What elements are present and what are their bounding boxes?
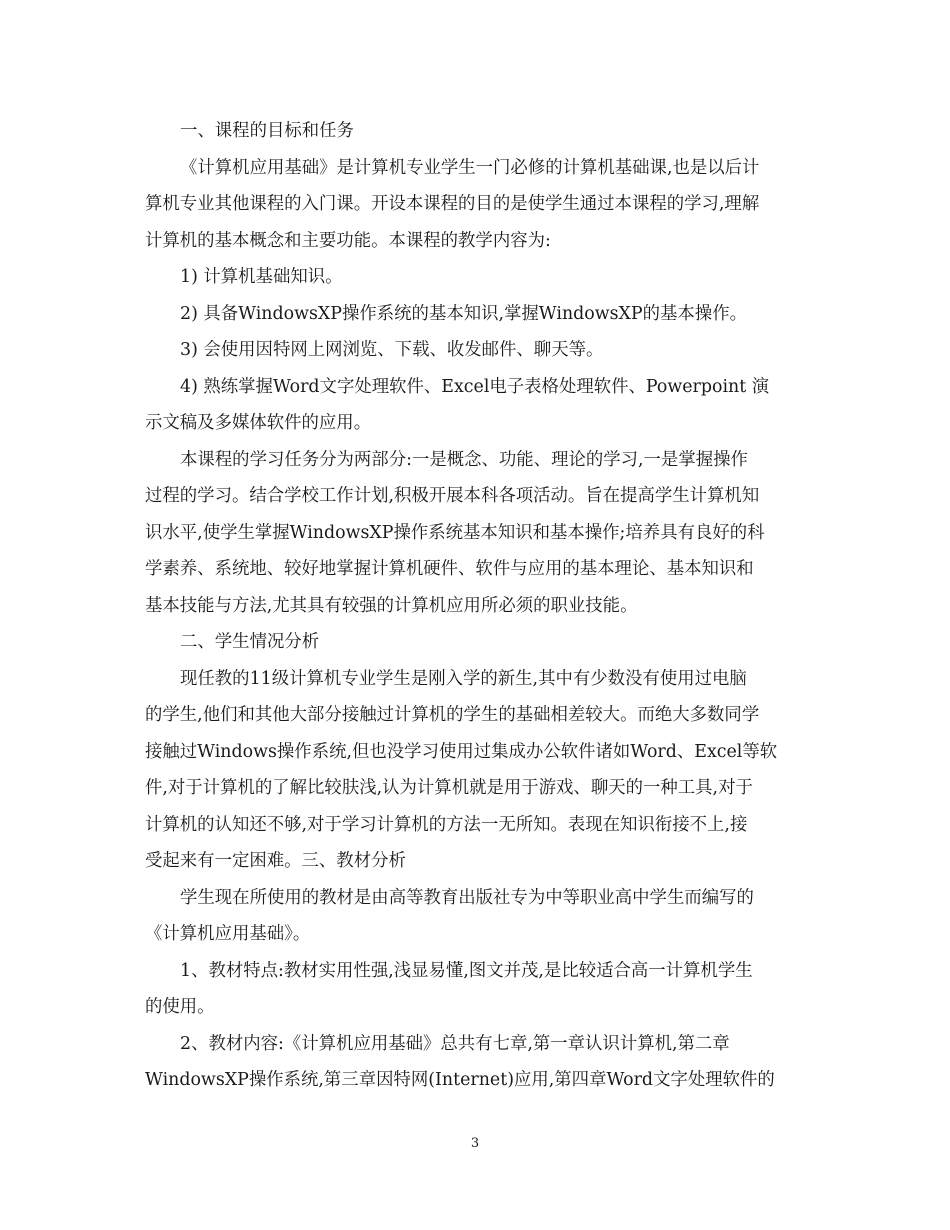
text-line: 受起来有一定困难。三、教材分析: [145, 851, 406, 871]
text-line: 学素养、系统地、较好地掌握计算机硬件、软件与应用的基本理论、基本知识和: [145, 559, 754, 579]
text-line: 《计算机应用基础》。: [145, 924, 311, 944]
page-number: 3: [470, 1136, 480, 1151]
text-line: 学生现在所使用的教材是由高等教育出版社专为中等职业高中学生而编写的: [180, 887, 754, 908]
text-line: 2、教材内容:《计算机应用基础》总共有七章,第一章认识计算机,第二章: [180, 1033, 730, 1054]
text-line: 的使用。: [145, 997, 215, 1017]
text-line: 3) 会使用因特网上网浏览、下载、收发邮件、聊天等。: [180, 340, 604, 360]
text-line: 基本技能与方法,尤其具有较强的计算机应用所必须的职业技能。: [145, 595, 638, 616]
text-line: 二、学生情况分析: [180, 632, 320, 652]
text-line: 《计算机应用基础》是计算机专业学生一门必修的计算机基础课,也是以后计: [180, 157, 760, 178]
text-line: 示文稿及多媒体软件的应用。: [145, 413, 372, 433]
text-line: 识水平,使学生掌握WindowsXP操作系统基本知识和基本操作;培养具有良好的科: [145, 522, 765, 543]
text-line: 现任教的11级计算机专业学生是刚入学的新生,其中有少数没有使用过电脑: [180, 668, 747, 689]
text-line: 一、课程的目标和任务: [180, 121, 354, 141]
text-line: 本课程的学习任务分为两部分:一是概念、功能、理论的学习,一是掌握操作: [180, 449, 748, 470]
text-line: 4) 熟练掌握Word文字处理软件、Excel电子表格处理软件、Powerpoint 演: [180, 376, 770, 397]
text-line: 1) 计算机基础知识。: [180, 267, 343, 287]
text-line: WindowsXP操作系统,第三章因特网(Internet)应用,第四章Word文字处理软件的: [145, 1070, 775, 1090]
text-line: 接触过Windows操作系统,但也没学习使用过集成办公软件诸如Word、Excel等软: [145, 741, 778, 762]
text-line: 算机专业其他课程的入门课。开设本课程的目的是使学生通过本课程的学习,理解: [145, 194, 760, 214]
text-line: 件,对于计算机的了解比较肤浅,认为计算机就是用于游戏、聊天的一种工具,对于: [145, 778, 753, 798]
document-body: [145, 113, 805, 1099]
text-line: 1、教材特点:教材实用性强,浅显易懂,图文并茂,是比较适合高一计算机学生: [180, 960, 753, 981]
text-line: 过程的学习。结合学校工作计划,积极开展本科各项活动。旨在提高学生计算机知: [145, 486, 760, 506]
text-line: 计算机的基本概念和主要功能。本课程的教学内容为:: [145, 230, 551, 251]
text-line: 2) 具备WindowsXP操作系统的基本知识,掌握WindowsXP的基本操作。: [180, 303, 747, 324]
text-line: 计算机的认知还不够,对于学习计算机的方法一无所知。表现在知识衔接不上,接: [145, 814, 748, 835]
text-line: 的学生,他们和其他大部分接触过计算机的学生的基础相差较大。而绝大多数同学: [145, 705, 760, 725]
